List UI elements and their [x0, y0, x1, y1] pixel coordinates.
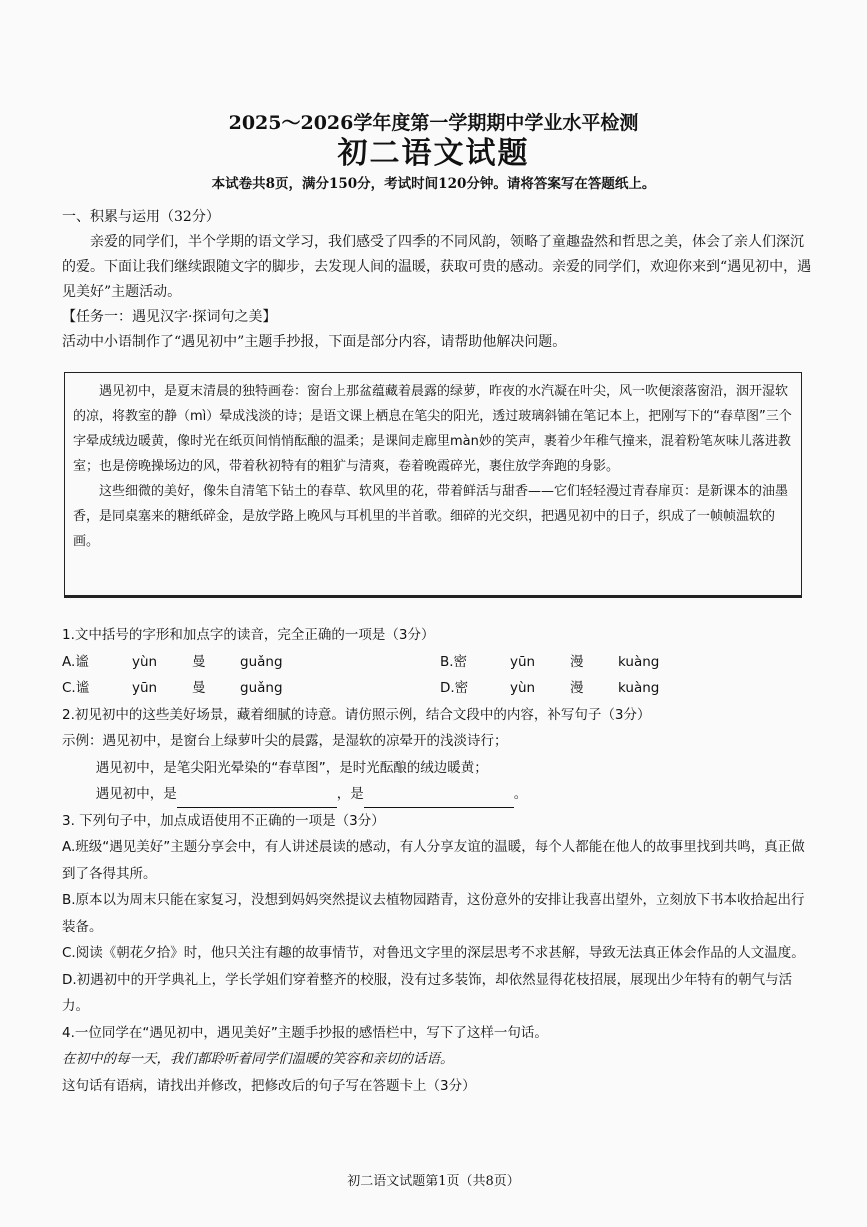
questions [62, 622, 817, 1099]
exam-header: 2025～2026学年度第一学期期中学业水平检测 [228, 112, 639, 134]
q2-end: 。 [513, 786, 528, 802]
option-text: yūn [510, 653, 536, 670]
q2-example: 示例：遇见初中，是窗台上绿萝叶尖的晨露，是湿软的凉晕开的浅淡诗行； [62, 733, 508, 749]
passage-paragraph-2: 这些细微的美好，像朱自清笔下钻土的春草、软风里的花，带着鲜活与甜香——它们轻轻漫过青春扉页：是新课本的油墨香，是同桌塞来的糖纸碎金，是放学路上晚风与耳机里的半首歌。细碎的光交织，把遇见初中的日子，织成了一帧帧温软的画。 [73, 484, 789, 549]
option-text: guǎng [240, 653, 283, 670]
option-text: yūn [132, 680, 158, 696]
q4-ask: 这句话有语病，请找出并修改，把修改后的句子写在答题卡上（3分） [62, 1077, 476, 1094]
option-text: guǎng [240, 680, 283, 696]
q1-options-row-2 [62, 675, 817, 702]
task-heading: 【任务一：遇见汉字·探词句之美】 [62, 309, 277, 325]
q2-stem: 2.初见初中的这些美好场景，藏着细腻的诗意。请仿照示例，结合文段中的内容，补写句子（3分） [62, 706, 651, 723]
q2-prefix: 遇见初中，是 [95, 786, 177, 802]
answer-blank-2[interactable] [364, 791, 514, 808]
q1-stem: 1.文中括号的字形和加点字的读音，完全正确的一项是（3分） [62, 627, 435, 643]
exam-title: 初二语文试题 [337, 136, 530, 171]
answer-blank-1[interactable] [177, 791, 337, 808]
q4-sentence: 在初中的每一天，我们都聆听着同学们温暖的笑容和亲切的话语。 [62, 1051, 454, 1067]
option-text: 曼 [192, 680, 206, 696]
exam-info: 本试卷共8页，满分150分，考试时间120分钟。请将答案写在答题纸上。 [211, 176, 656, 192]
q2-middle: ，是 [336, 786, 364, 802]
option-text: 漫 [570, 680, 584, 696]
section-1 [62, 205, 817, 355]
section-heading: 一、积累与运用（32分） [62, 209, 220, 225]
page-footer: 初二语文试题第1页（共8页） [347, 1174, 520, 1189]
q4-stem: 4.一位同学在“遇见初中，遇见美好”主题手抄报的感悟栏中，写下了这样一句话。 [62, 1024, 548, 1041]
task-intro: 活动中小语制作了“遇见初中”主题手抄报，下面是部分内容，请帮助他解决问题。 [62, 334, 567, 350]
option-text: kuàng [618, 680, 660, 696]
option-text: kuàng [618, 653, 660, 670]
q3-option-d: D.初遇初中的开学典礼上，学长学姐们穿着整齐的校服，没有过多装饰，却依然显得花枝招展，展现出少年特有的朝气与活力。 [62, 971, 793, 1014]
q3-option-b: B.原本以为周末只能在家复习，没想到妈妈突然提议去植物园踏青，这份意外的安排让我喜出望外，立刻放下书本收拾起出行装备。 [62, 892, 805, 935]
passage-paragraph-1: 遇见初中，是夏末清晨的独特画卷：窗台上那盆蕴藏着晨露的绿萝，昨夜的水汽凝在叶尖，风一吹便滚落窗沿，洇开湿软的凉，将教室的静（mì）晕成浅淡的诗；是语文课上栖息在笔尖的阳光，透过玻璃斜铺在笔记本上，把刚写下的“春草图”三个字晕成绒边暖黄，像时光在纸页间悄悄酝酿的温柔；是课间走廊里màn妙的笑声，裹着少年稚气撞来，混着粉笔灰味儿落进教室；也是傍晚操场边的风，带着秋初特有的粗犷与清爽，卷着晚霞碎光，裹住放学奔跑的身影。 [73, 384, 792, 474]
option-text: 漫 [570, 653, 584, 670]
option-a: A.谧 [62, 653, 89, 670]
option-text: yùn [510, 680, 536, 696]
q3-option-a: A.班级“遇见美好”主题分享会中，有人讲述晨读的感动，有人分享友谊的温暖，每个人都能在他人的故事里找到共鸣，真正做到了各得其所。 [62, 839, 805, 882]
option-c: C.谧 [62, 680, 90, 696]
section-intro: 亲爱的同学们，半个学期的语文学习，我们感受了四季的不同风韵，领略了童趣盎然和哲思之美，体会了亲人们深沉的爱。下面让我们继续跟随文字的脚步，去发现人间的温暖，获取可贵的感动。亲爱的同学们，欢迎你来到“遇见初中，遇见美好”主题活动。 [62, 234, 812, 300]
q2-line-3 [62, 781, 817, 808]
option-d: D.密 [440, 680, 469, 696]
option-b: B.密 [440, 653, 468, 670]
option-text: yùn [132, 653, 158, 670]
passage-box [64, 372, 802, 598]
q1-options-row-1 [62, 649, 817, 676]
option-text: 曼 [192, 653, 206, 670]
q3-option-c: C.阅读《朝花夕拾》时，他只关注有趣的故事情节，对鲁迅文字里的深层思考不求甚解，导致无法真正体会作品的人文温度。 [62, 945, 805, 961]
q3-stem: 3. 下列句子中，加点成语使用不正确的一项是（3分） [62, 812, 385, 829]
q2-line-2: 遇见初中，是笔尖阳光晕染的“春草图”，是时光酝酿的绒边暖黄； [95, 759, 488, 776]
